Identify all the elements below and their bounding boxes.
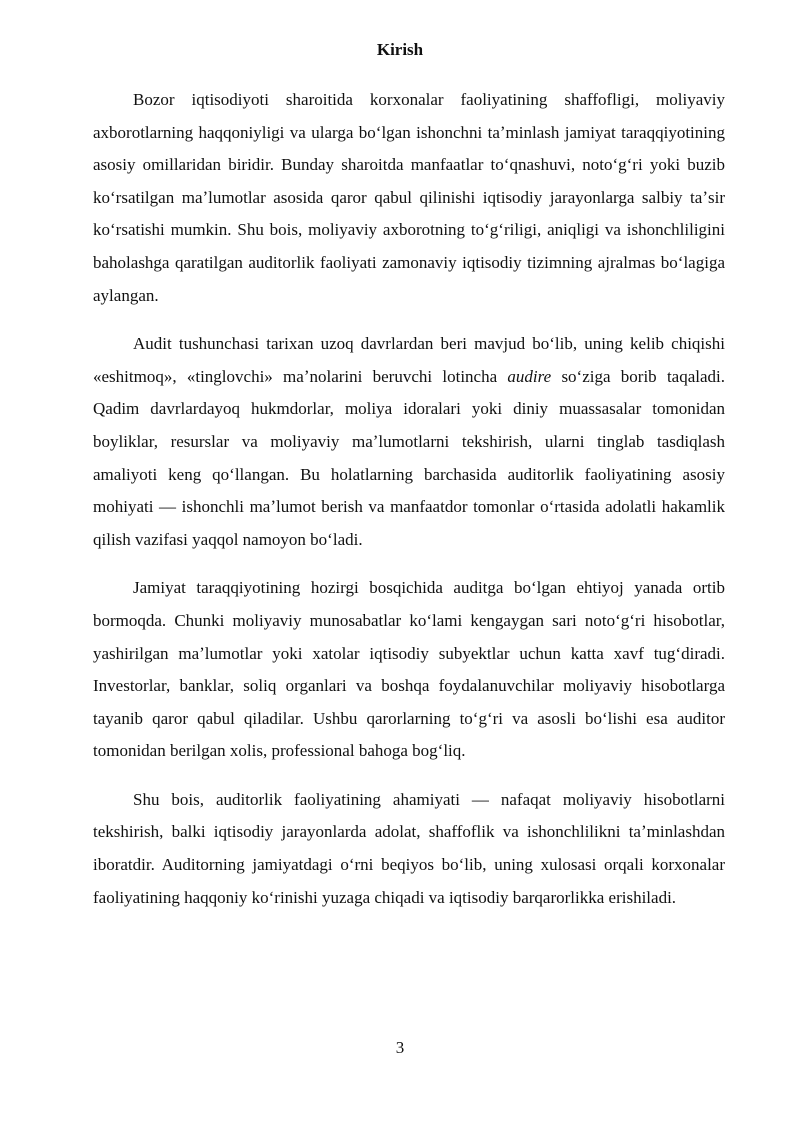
document-body bbox=[93, 84, 725, 930]
paragraph-2 bbox=[93, 328, 725, 556]
paragraph-4: Shu bois, auditorlik faoliyatining ahamiyati — nafaqat moliyaviy hisobotlarni tekshirish, balki iqtisodiy jarayonlarda adolat, shaffoflik va ishonchlilikni taʼminlashdan iboratdir. Auditorning jamiyatdagi oʻrni beqiyos boʻlib, uning xulosasi orqali korxonalar faoliyatining haqqoniy koʻrinishi yuzaga chiqadi va iqtisodiy barqarorlikka erishiladi. bbox=[93, 789, 725, 907]
page-title: Kirish bbox=[376, 40, 424, 59]
paragraph-3: Jamiyat taraqqiyotining hozirgi bosqichida auditga boʻlgan ehtiyoj yanada ortib bormoqda. Chunki moliyaviy munosabatlar koʻlami kengaygan sari notoʻgʻri hisobotlar, yashirilgan maʼlumotlar yoki xatolar iqtisodiy subyektlar uchun katta xavf tugʻdiradi. Investorlar, banklar, soliq organlari va boshqa foydalanuvchilar moliyaviy hisobotlarga tayanib qaror qabul qiladilar. Ushbu qarorlarning toʻgʻri va asosli boʻlishi esa auditor tomonidan berilgan xolis, professional bahoga bogʻliq. bbox=[93, 578, 725, 761]
paragraph-2-text-start: Audit tushunchasi tarixan uzoq davrlardan beri mavjud boʻlib, uning kelib chiqishi «eshitmoq», «tinglovchi» maʼnolarini beruvchi lotincha bbox=[93, 334, 725, 386]
latin-term: audire bbox=[507, 366, 552, 386]
paragraph-1: Bozor iqtisodiyoti sharoitida korxonalar faoliyatining shaffofligi, moliyaviy axborotlarning haqqoniyligi va ularga boʻlgan ishonchni taʼminlash jamiyat taraqqiyotining asosiy omillaridan biridir. Bunday sharoitda manfaatlar toʻqnashuvi, notoʻgʻri yoki buzib koʻrsatilgan maʼlumotlar asosida qaror qabul qilinishi iqtisodiy jarayonlarga salbiy taʼsir koʻrsatishi mumkin. Shu bois, moliyaviy axborotning toʻgʻriligi, aniqligi va ishonchliligini baholashga qaratilgan auditorlik faoliyati zamonaviy iqtisodiy tizimning ajralmas boʻlagiga aylangan. bbox=[93, 90, 725, 305]
page-number: 3 bbox=[395, 1038, 405, 1057]
paragraph-2-text-end: soʻziga borib taqaladi. Qadim davrlardayoq hukmdorlar, moliya idoralari yoki diniy muassasalar tomonidan boyliklar, resurslar va moliyaviy maʼlumotlarni tekshirish, ularni tinglab tasdiqlash amaliyoti keng qoʻllangan. Bu holatlarning barchasida auditorlik faoliyatining asosiy mohiyati — ishonchli maʼlumot berish va manfaatdor tomonlar oʻrtasida adolatli hakamlik qilish vazifasi yaqqol namoyon boʻladi. bbox=[93, 366, 726, 549]
